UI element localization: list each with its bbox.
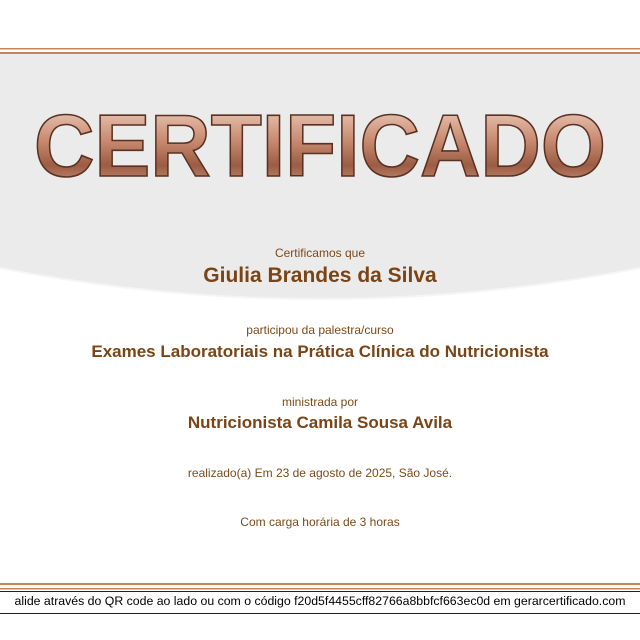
workload-text: Com carga horária de 3 horas: [240, 515, 400, 529]
validation-strip: [0, 591, 640, 614]
validation-text: alide através do QR code ao lado ou com o código f20d5f4455cff82766a8bbfcf663ec0d em gerarcertificado.com: [14, 594, 626, 608]
date-location-text: realizado(a) Em 23 de agosto de 2025, São José.: [187, 466, 453, 480]
bottom-border: [0, 583, 640, 591]
intro-text: Certificamos que: [274, 246, 366, 260]
participation-text: participou da palestra/curso: [246, 323, 394, 337]
certificate-title: CERTIFICADO: [34, 96, 606, 195]
certificate-heading: [0, 86, 640, 206]
recipient-name: Giulia Brandes da Silva: [203, 264, 437, 287]
course-name: Exames Laboratoriais na Prática Clínica do Nutricionista: [91, 342, 549, 361]
instructor-name: Nutricionista Camila Sousa Avila: [187, 413, 453, 432]
top-border: [0, 48, 640, 56]
taught-by-text: ministrada por: [281, 395, 359, 409]
